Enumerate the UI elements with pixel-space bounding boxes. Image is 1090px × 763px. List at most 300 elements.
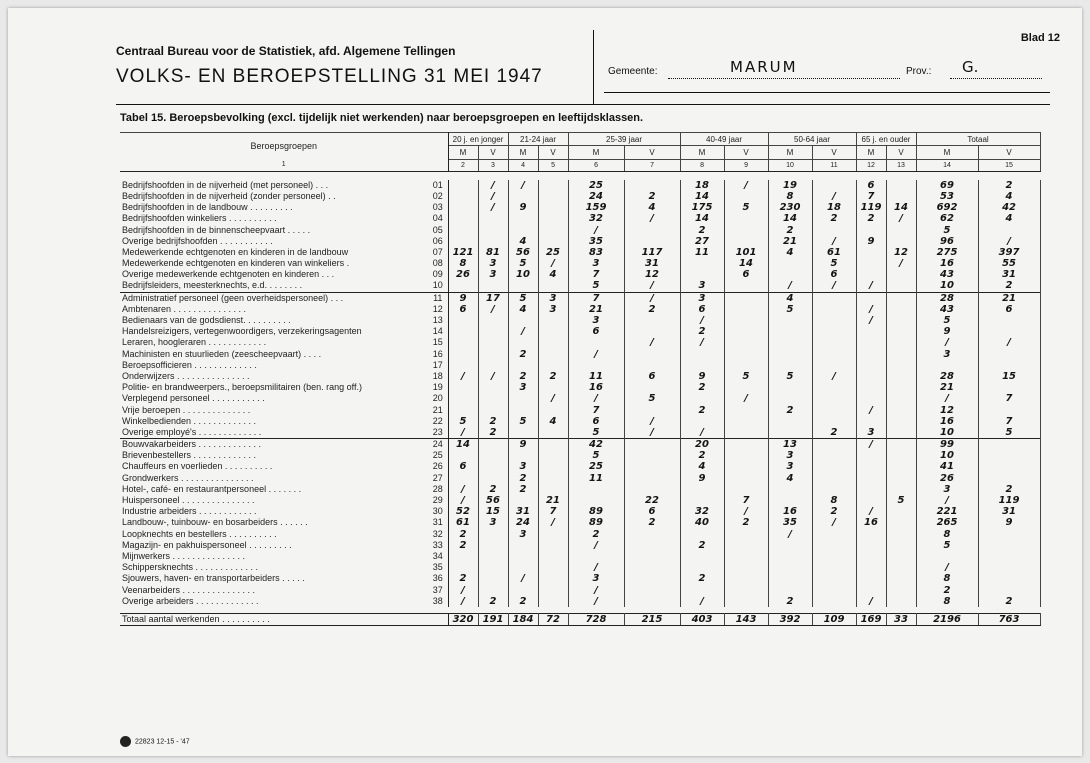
value-cell: 4 [768, 247, 812, 258]
value-cell [812, 404, 856, 415]
value-cell [448, 224, 478, 235]
table-row [120, 484, 1040, 495]
value-cell [978, 349, 1040, 360]
value-cell [538, 224, 568, 235]
row-number: 20 [428, 393, 448, 404]
value-cell [724, 584, 768, 595]
value-cell [508, 393, 538, 404]
value-cell [538, 213, 568, 224]
row-label: Landbouw-, tuinbouw- en bosarbeiders . . . . . . [122, 517, 308, 528]
value-cell [538, 540, 568, 551]
table-row [120, 269, 1040, 280]
male-header: M [680, 146, 724, 159]
total-cell: 33 [886, 613, 916, 625]
value-cell [538, 584, 568, 595]
value-cell [886, 573, 916, 584]
value-cell: 4 [624, 202, 680, 213]
value-cell: / [478, 180, 508, 191]
table-title: Tabel 15. Beroepsbevolking (excl. tijdelijk niet werkenden) naar beroepsgroepen en leeftijdsklassen. [120, 112, 644, 124]
value-cell [978, 540, 1040, 551]
value-cell [568, 360, 624, 371]
value-cell: 5 [768, 371, 812, 382]
value-cell: / [624, 280, 680, 292]
value-cell: 25 [538, 247, 568, 258]
value-cell [538, 461, 568, 472]
value-cell: 5 [812, 258, 856, 269]
value-cell [978, 584, 1040, 595]
value-cell: 2 [680, 224, 724, 235]
value-cell [812, 573, 856, 584]
value-cell: 4 [508, 236, 538, 247]
value-cell [478, 213, 508, 224]
value-cell [478, 315, 508, 326]
col-number: 7 [624, 159, 680, 171]
value-cell [886, 439, 916, 451]
value-cell [856, 247, 886, 258]
col-number: 2 [448, 159, 478, 171]
value-cell: / [856, 439, 886, 451]
value-cell: 3 [768, 450, 812, 461]
prov-label: Prov.: [906, 66, 932, 77]
value-cell [886, 551, 916, 562]
value-cell [448, 326, 478, 337]
value-cell: 3 [916, 484, 978, 495]
value-cell: / [448, 484, 478, 495]
table-row [120, 596, 1040, 607]
value-cell [856, 258, 886, 269]
value-cell [624, 315, 680, 326]
value-cell: / [568, 393, 624, 404]
value-cell [624, 349, 680, 360]
value-cell: / [624, 292, 680, 304]
value-cell [624, 584, 680, 595]
value-cell: 4 [768, 473, 812, 484]
value-cell [812, 349, 856, 360]
row-number: 31 [428, 517, 448, 528]
table-row [120, 280, 1040, 292]
value-cell [448, 236, 478, 247]
value-cell: 69 [916, 180, 978, 191]
value-cell: 4 [538, 416, 568, 427]
value-cell [478, 461, 508, 472]
value-cell [448, 360, 478, 371]
row-number: 18 [428, 371, 448, 382]
value-cell: / [538, 517, 568, 528]
value-cell: 56 [478, 495, 508, 506]
value-cell: / [448, 371, 478, 382]
row-label: Ambtenaren . . . . . . . . . . . . . . . [122, 303, 247, 314]
row-number: 26 [428, 461, 448, 472]
value-cell: 159 [568, 202, 624, 213]
value-cell: / [978, 337, 1040, 348]
value-cell [812, 382, 856, 393]
value-cell: 2 [448, 573, 478, 584]
value-cell [724, 450, 768, 461]
value-cell: 2 [478, 416, 508, 427]
value-cell: 89 [568, 506, 624, 517]
value-cell [680, 529, 724, 540]
value-cell [768, 584, 812, 595]
value-cell: 7 [568, 292, 624, 304]
value-cell [538, 280, 568, 292]
value-cell: 3 [508, 529, 538, 540]
value-cell [448, 337, 478, 348]
value-cell [856, 224, 886, 235]
value-cell [538, 450, 568, 461]
value-cell: 5 [508, 416, 538, 427]
value-cell [538, 573, 568, 584]
value-cell [978, 382, 1040, 393]
value-cell: 20 [680, 439, 724, 451]
value-cell: 2 [680, 404, 724, 415]
row-label: Leraren, hoogleraren . . . . . . . . . . . . [122, 337, 267, 348]
value-cell [768, 326, 812, 337]
value-cell [856, 337, 886, 348]
row-label: Verplegend personeel . . . . . . . . . . . [122, 393, 265, 404]
table-row [120, 416, 1040, 427]
row-number: 22 [428, 416, 448, 427]
female-header: V [478, 146, 508, 159]
table-row [120, 326, 1040, 337]
value-cell [886, 596, 916, 607]
value-cell: 28 [916, 371, 978, 382]
value-cell [538, 404, 568, 415]
print-code: 22823 12-15 - '47 [135, 738, 190, 746]
value-cell [978, 573, 1040, 584]
value-cell: 13 [768, 439, 812, 451]
value-cell: 4 [508, 304, 538, 315]
value-cell [978, 551, 1040, 562]
value-cell: 2 [978, 596, 1040, 607]
value-cell: 28 [916, 292, 978, 304]
value-cell [478, 404, 508, 415]
value-cell: 35 [568, 236, 624, 247]
value-cell: 2 [624, 517, 680, 528]
table-row [120, 404, 1040, 415]
value-cell [856, 584, 886, 595]
value-cell [568, 551, 624, 562]
value-cell [724, 404, 768, 415]
value-cell: 99 [916, 439, 978, 451]
value-cell [886, 540, 916, 551]
value-cell: 3 [680, 280, 724, 292]
value-cell: 52 [448, 506, 478, 517]
value-cell: 16 [916, 258, 978, 269]
value-cell [624, 382, 680, 393]
row-number: 10 [428, 280, 448, 292]
seal-icon [120, 736, 131, 747]
row-number: 37 [428, 584, 448, 595]
value-cell: 6 [568, 416, 624, 427]
table-row [120, 450, 1040, 461]
value-cell: 3 [478, 258, 508, 269]
value-cell: 4 [538, 269, 568, 280]
value-cell [508, 551, 538, 562]
row-number: 36 [428, 573, 448, 584]
value-cell [538, 382, 568, 393]
age-group-header: 50-64 jaar [768, 133, 856, 146]
value-cell [978, 224, 1040, 235]
value-cell: 2 [478, 484, 508, 495]
total-row [120, 613, 1040, 625]
value-cell: 9 [508, 439, 538, 451]
table-row [120, 461, 1040, 472]
value-cell [856, 349, 886, 360]
value-cell: 6 [724, 269, 768, 280]
value-cell [856, 360, 886, 371]
value-cell: 6 [624, 506, 680, 517]
value-cell [886, 404, 916, 415]
value-cell: 2 [478, 427, 508, 439]
value-cell: / [680, 315, 724, 326]
value-cell: 15 [978, 371, 1040, 382]
age-group-header: Totaal [916, 133, 1040, 146]
value-cell: 5 [508, 292, 538, 304]
value-cell: 15 [478, 506, 508, 517]
value-cell: 21 [768, 236, 812, 247]
value-cell: 41 [916, 461, 978, 472]
value-cell [768, 551, 812, 562]
value-cell: 5 [508, 258, 538, 269]
age-group-header: 21-24 jaar [508, 133, 568, 146]
value-cell [478, 473, 508, 484]
value-cell: 5 [724, 202, 768, 213]
value-cell: 14 [680, 191, 724, 202]
male-header: M [768, 146, 812, 159]
value-cell: / [916, 495, 978, 506]
value-cell: / [478, 304, 508, 315]
value-cell: 89 [568, 517, 624, 528]
value-cell: 230 [768, 202, 812, 213]
row-number: 13 [428, 315, 448, 326]
value-cell [856, 326, 886, 337]
value-cell [856, 573, 886, 584]
age-group-header: 25-39 jaar [568, 133, 680, 146]
value-cell: 40 [680, 517, 724, 528]
table-row [120, 349, 1040, 360]
row-number: 27 [428, 473, 448, 484]
value-cell: 3 [508, 461, 538, 472]
row-number: 38 [428, 596, 448, 607]
female-header: V [812, 146, 856, 159]
value-cell [538, 562, 568, 573]
value-cell: 5 [624, 393, 680, 404]
value-cell [508, 224, 538, 235]
value-cell: 62 [916, 213, 978, 224]
value-cell [448, 280, 478, 292]
value-cell [724, 337, 768, 348]
row-label: Bedrijfshoofden winkeliers . . . . . . . . . . [122, 213, 277, 224]
value-cell: / [680, 427, 724, 439]
value-cell [680, 416, 724, 427]
value-cell: / [856, 315, 886, 326]
total-cell: 403 [680, 613, 724, 625]
row-label: Overige bedrijfshoofden . . . . . . . . . . . [122, 235, 273, 246]
value-cell: / [916, 562, 978, 573]
value-cell [478, 224, 508, 235]
value-cell: 31 [978, 506, 1040, 517]
value-cell: 61 [812, 247, 856, 258]
row-label: Veenarbeiders . . . . . . . . . . . . . . . [122, 584, 256, 595]
value-cell [508, 540, 538, 551]
value-cell: 31 [508, 506, 538, 517]
value-cell: 3 [568, 258, 624, 269]
row-number: 23 [428, 427, 448, 439]
row-label: Schippersknechts . . . . . . . . . . . . . [122, 562, 259, 573]
value-cell: 21 [568, 304, 624, 315]
value-cell: 43 [916, 304, 978, 315]
value-cell [624, 180, 680, 191]
value-cell: / [568, 584, 624, 595]
row-number: 33 [428, 540, 448, 551]
value-cell: 24 [508, 517, 538, 528]
value-cell [812, 439, 856, 451]
value-cell: 14 [724, 258, 768, 269]
value-cell [886, 326, 916, 337]
table-row [120, 382, 1040, 393]
col-number: 9 [724, 159, 768, 171]
value-cell [680, 484, 724, 495]
value-cell [478, 573, 508, 584]
value-cell: / [448, 495, 478, 506]
value-cell [886, 584, 916, 595]
value-cell: 2 [768, 224, 812, 235]
value-cell [724, 326, 768, 337]
value-cell: 5 [916, 540, 978, 551]
value-cell [856, 473, 886, 484]
value-cell [812, 180, 856, 191]
value-cell: 2 [680, 450, 724, 461]
row-label: Politie- en brandweerpers., beroepsmilitairen (ben. rang off.) [122, 382, 362, 393]
male-header: M [568, 146, 624, 159]
value-cell: 18 [812, 202, 856, 213]
value-cell [978, 473, 1040, 484]
value-cell: 56 [508, 247, 538, 258]
value-cell [812, 584, 856, 595]
value-cell [886, 180, 916, 191]
value-cell: 4 [680, 461, 724, 472]
value-cell [508, 213, 538, 224]
table-row [120, 393, 1040, 404]
total-cell: 320 [448, 613, 478, 625]
value-cell: 5 [768, 304, 812, 315]
value-cell: 7 [568, 269, 624, 280]
value-cell [478, 584, 508, 595]
total-cell: 763 [978, 613, 1040, 625]
prov-line [950, 78, 1042, 79]
form-title: VOLKS- EN BEROEPSTELLING 31 MEI 1947 [116, 66, 543, 87]
value-cell [886, 517, 916, 528]
value-cell: 692 [916, 202, 978, 213]
value-cell: 2 [508, 484, 538, 495]
value-cell: 2 [680, 326, 724, 337]
value-cell: 6 [680, 304, 724, 315]
value-cell [508, 280, 538, 292]
value-cell: / [886, 258, 916, 269]
value-cell: 21 [538, 495, 568, 506]
row-number: 06 [428, 236, 448, 247]
value-cell [538, 484, 568, 495]
value-cell [448, 404, 478, 415]
value-cell [680, 584, 724, 595]
gemeente-line [668, 78, 900, 79]
value-cell: 5 [886, 495, 916, 506]
value-cell [478, 349, 508, 360]
value-cell: 221 [916, 506, 978, 517]
value-cell [624, 236, 680, 247]
value-cell: 81 [478, 247, 508, 258]
value-cell: 5 [978, 427, 1040, 439]
spacer [120, 171, 1040, 180]
value-cell: / [812, 236, 856, 247]
value-cell [886, 506, 916, 517]
row-label: Bedrijfshoofden in de nijverheid (met personeel) . . . [122, 179, 329, 190]
value-cell [856, 371, 886, 382]
value-cell [768, 382, 812, 393]
value-cell [856, 382, 886, 393]
value-cell: / [624, 427, 680, 439]
value-cell [724, 551, 768, 562]
value-cell [538, 315, 568, 326]
value-cell: 2 [448, 529, 478, 540]
value-cell [812, 224, 856, 235]
value-cell [478, 562, 508, 573]
value-cell: 14 [680, 213, 724, 224]
value-cell: 9 [856, 236, 886, 247]
value-cell: 12 [624, 269, 680, 280]
value-cell: 2 [812, 506, 856, 517]
value-cell: 275 [916, 247, 978, 258]
header-rule [116, 104, 1050, 105]
total-cell: 191 [478, 613, 508, 625]
value-cell [538, 427, 568, 439]
value-cell [724, 236, 768, 247]
value-cell: 2 [856, 213, 886, 224]
table-row [120, 551, 1040, 562]
table-row [120, 506, 1040, 517]
value-cell: / [478, 202, 508, 213]
value-cell: 117 [624, 247, 680, 258]
value-cell: 12 [916, 404, 978, 415]
value-cell [538, 360, 568, 371]
value-cell: 3 [478, 269, 508, 280]
value-cell [768, 393, 812, 404]
value-cell [886, 191, 916, 202]
value-cell [724, 427, 768, 439]
sheet-number: Blad 12 [1020, 32, 1060, 44]
value-cell [724, 461, 768, 472]
value-cell [978, 439, 1040, 451]
table-row [120, 427, 1040, 439]
table-row [120, 517, 1040, 528]
value-cell [768, 258, 812, 269]
value-cell [680, 495, 724, 506]
row-number: 32 [428, 529, 448, 540]
value-cell [478, 280, 508, 292]
row-label: Loopknechts en bestellers . . . . . . . . . . [122, 528, 277, 539]
row-number: 29 [428, 495, 448, 506]
value-cell [886, 473, 916, 484]
value-cell: 2 [812, 427, 856, 439]
age-group-header: 65 j. en ouder [856, 133, 916, 146]
value-cell [856, 269, 886, 280]
value-cell [680, 258, 724, 269]
value-cell: 32 [568, 213, 624, 224]
gemeente-label: Gemeente: [608, 66, 658, 77]
value-cell: 32 [680, 506, 724, 517]
row-number: 15 [428, 337, 448, 348]
value-cell: 2 [508, 349, 538, 360]
